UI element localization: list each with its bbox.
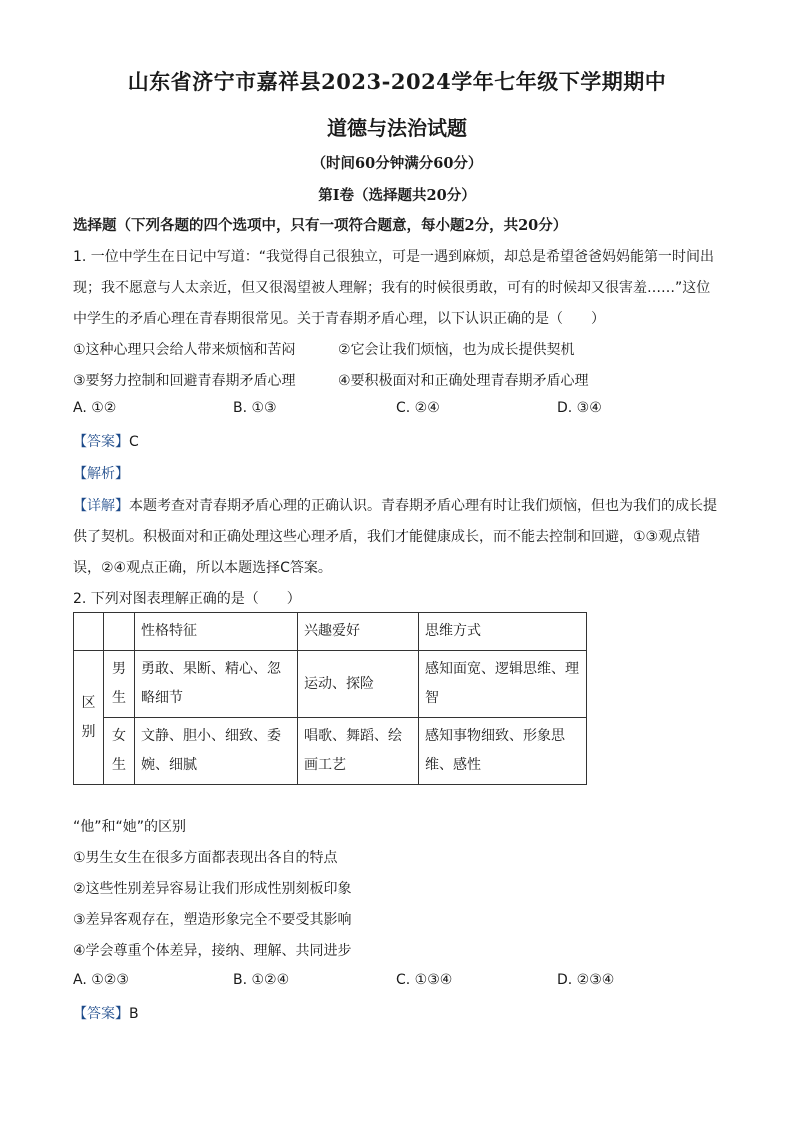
q2-option-b: B. ①②④: [233, 972, 290, 988]
table-corner-cell: [104, 613, 135, 651]
q1-statement-4: ④要积极面对和正确处理青春期矛盾心理: [338, 373, 589, 389]
q2-option-a: A. ①②③: [73, 972, 129, 988]
table-header-row: [74, 613, 587, 651]
table-group-label: 区别: [74, 651, 104, 785]
detail-tag: 【详解】: [73, 498, 129, 514]
table-header-thinking: 思维方式: [419, 613, 587, 651]
table-corner-cell: [74, 613, 104, 651]
q1-statement-3: ③要努力控制和回避青春期矛盾心理: [73, 373, 296, 389]
table-cell: 勇敢、果断、精心、忽略细节: [135, 651, 298, 718]
exam-subtitle: 道德与法治试题: [327, 116, 467, 140]
table-cell: 运动、探险: [298, 651, 419, 718]
q1-detail-line-2: 供了契机。积极面对和正确处理这些心理矛盾，我们才能健康成长，而不能去控制和回避，①③观点错: [73, 529, 701, 545]
q1-statement-2: ②它会让我们烦恼，也为成长提供契机: [338, 342, 575, 358]
q1-detail-text-1: 本题考查对青春期矛盾心理的正确认识。青春期矛盾心理有时让我们烦恼，但也为我们的成长提: [129, 498, 717, 514]
q2-option-d: D. ②③④: [557, 972, 615, 988]
time-info: （时间60分钟满分60分）: [311, 155, 483, 172]
q2-statement-2: ②这些性别差异容易让我们形成性别刻板印象: [73, 881, 352, 897]
table-cell: 唱歌、舞蹈、绘画工艺: [298, 718, 419, 785]
q1-detail-line-3: 误，②④观点正确，所以本题选择C答案。: [73, 560, 332, 576]
q1-option-d: D. ③④: [557, 400, 602, 416]
table-row: [74, 651, 587, 718]
q2-option-c: C. ①③④: [396, 972, 453, 988]
table-cell: 感知面宽、逻辑思维、理智: [419, 651, 587, 718]
q1-answer: [73, 431, 139, 451]
table-row-label: 女生: [104, 718, 135, 785]
table-row-label: 男生: [104, 651, 135, 718]
q2-answer-value: B: [129, 1006, 139, 1022]
q2-statement-1: ①男生女生在很多方面都表现出各自的特点: [73, 850, 338, 866]
analysis-tag: 【解析】: [73, 466, 129, 482]
q1-detail-line-1: [73, 495, 717, 515]
q2-stem: 2. 下列对图表理解正确的是（ ）: [73, 591, 301, 607]
q2-statement-3: ③差异客观存在，塑造形象完全不要受其影响: [73, 912, 352, 928]
table-caption: “他”和“她”的区别: [73, 819, 187, 835]
table-cell: 感知事物细致、形象思维、感性: [419, 718, 587, 785]
q1-stem-line-1: 1. 一位中学生在日记中写道：“我觉得自己很独立，可是一遇到麻烦，却总是希望爸爸妈妈能第一时间出: [73, 249, 715, 265]
q1-stem-line-2: 现；我不愿意与人太亲近，但又很渴望被人理解；我有的时候很勇敢，可有的时候却又很害羞……”这位: [73, 280, 711, 296]
part-heading: 第Ⅰ卷（选择题共20分）: [318, 187, 476, 204]
q2-answer: [73, 1003, 139, 1023]
q2-statement-4: ④学会尊重个体差异，接纳、理解、共同进步: [73, 943, 352, 959]
q1-option-b: B. ①③: [233, 400, 277, 416]
q1-statement-1: ①这种心理只会给人带来烦恼和苦闷: [73, 342, 296, 358]
q1-option-c: C. ②④: [396, 400, 440, 416]
q1-answer-value: C: [129, 434, 139, 450]
answer-tag: 【答案】: [73, 434, 129, 450]
table-row: [74, 718, 587, 785]
q1-option-a: A. ①②: [73, 400, 117, 416]
table-cell: 文静、胆小、细致、委婉、细腻: [135, 718, 298, 785]
exam-title: 山东省济宁市嘉祥县2023-2024学年七年级下学期期中: [127, 69, 667, 94]
q1-stem-line-3: 中学生的矛盾心理在青春期很常见。关于青春期矛盾心理，以下认识正确的是（ ）: [73, 311, 605, 327]
answer-tag: 【答案】: [73, 1006, 129, 1022]
q1-analysis: [73, 463, 129, 483]
table-header-interests: 兴趣爱好: [298, 613, 419, 651]
table-header-personality: 性格特征: [135, 613, 298, 651]
comparison-table: [73, 612, 587, 785]
section-heading: 选择题（下列各题的四个选项中，只有一项符合题意，每小题2分，共20分）: [73, 217, 568, 234]
